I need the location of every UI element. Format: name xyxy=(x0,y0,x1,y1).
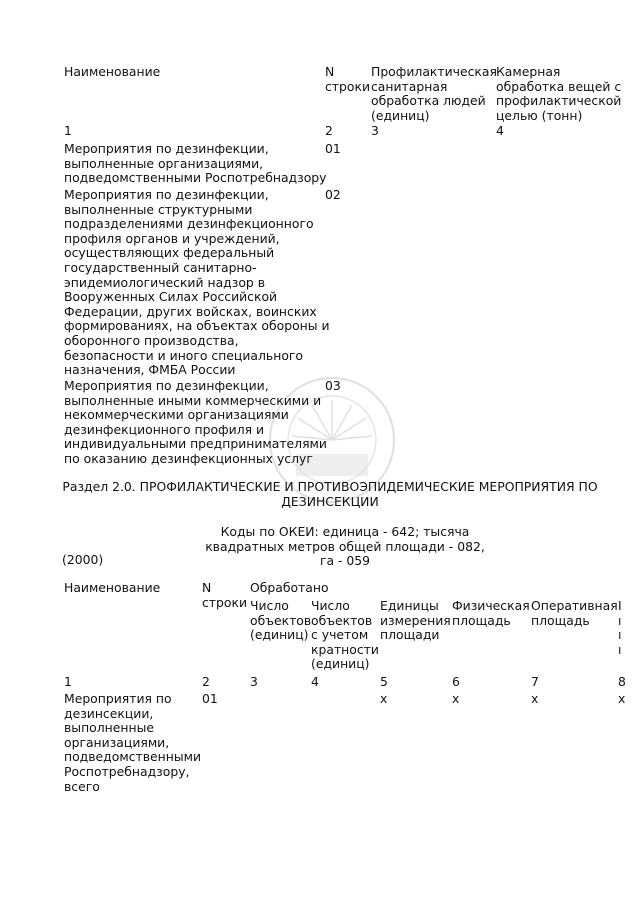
t2-num-3: 3 xyxy=(250,674,258,689)
t1-num-3: 3 xyxy=(371,123,379,138)
t1-row-03-name: Мероприятия по дезинфекции, выполненные иными коммерческими и некоммерческими организациями дезинфекционного профиля и индивидуальными предпринимателями по оказанию дезинфекционных услуг xyxy=(64,378,327,466)
t2-num-7: 7 xyxy=(531,674,539,689)
t1-header-chamber: Камерная обработка вещей с профилактической целью (тонн) xyxy=(496,64,622,123)
t2-num-2: 2 xyxy=(202,674,210,689)
t2-num-6: 6 xyxy=(452,674,460,689)
t2-num-4: 4 xyxy=(311,674,319,689)
t2-header-operative: Оперативная площадь xyxy=(531,598,618,628)
t2-row-01-cut: x xyxy=(618,691,626,706)
t2-row-01-physical: x xyxy=(452,691,460,706)
t2-header-objects: Число объектов (единиц) xyxy=(250,598,312,643)
t1-row-03-code: 03 xyxy=(325,378,341,393)
form-code: (2000) xyxy=(62,552,104,567)
t1-row-02-name: Мероприятия по дезинфекции, выполненные структурными подразделениями дезинфекционного профиля органов и учреждений, осуществляющих федеральный государственный санитарно- эпидемиологический надзор в Вооруженных Силах Российской Федерации, других войсках, воинских формированиях, на объектах обороны и оборонного производства, безопасности и иного специального назначения, ФМБА России xyxy=(64,187,330,378)
t2-row-01-name: Мероприятия по дезинсекции, выполненные организациями, подведомственными Роспотребнадзору, всего xyxy=(64,691,202,794)
t2-num-5: 5 xyxy=(380,674,388,689)
t2-row-01-code: 01 xyxy=(202,691,218,706)
t2-row-01-units: x xyxy=(380,691,388,706)
t2-header-name: Наименование xyxy=(64,580,161,595)
t2-header-units: Единицы измерения площади xyxy=(380,598,451,643)
t1-row-01-name: Мероприятия по дезинфекции, выполненные организациями, подведомственными Роспотребнадзору xyxy=(64,141,327,186)
t2-header-code: N строки xyxy=(202,580,248,610)
t1-row-01-code: 01 xyxy=(325,141,341,156)
t2-header-processed: Обработано xyxy=(250,580,329,595)
t2-header-objects-mult: Число объектов с учетом кратности (единиц) xyxy=(311,598,379,672)
t1-header-code: N строки xyxy=(325,64,371,94)
t2-header-physical: Физическая площадь xyxy=(452,598,530,628)
section-title: Раздел 2.0. ПРОФИЛАКТИЧЕСКИЕ И ПРОТИВОЭПИДЕМИЧЕСКИЕ МЕРОПРИЯТИЯ ПО ДЕЗИНСЕКЦИИ xyxy=(62,479,598,509)
t1-num-1: 1 xyxy=(64,123,72,138)
t2-num-8: 8 xyxy=(618,674,626,689)
okei-codes: Коды по ОКЕИ: единица - 642; тысяча квадратных метров общей площади - 082, га - 059 xyxy=(205,524,485,569)
t1-num-2: 2 xyxy=(325,123,333,138)
t2-num-1: 1 xyxy=(64,674,72,689)
t1-row-02-code: 02 xyxy=(325,187,341,202)
t1-header-people: Профилактическая санитарная обработка людей (единиц) xyxy=(371,64,497,123)
t2-row-01-operative: x xyxy=(531,691,539,706)
t2-header-cut: I ı ı ı xyxy=(618,599,622,657)
t1-num-4: 4 xyxy=(496,123,504,138)
t1-header-name: Наименование xyxy=(64,64,161,79)
